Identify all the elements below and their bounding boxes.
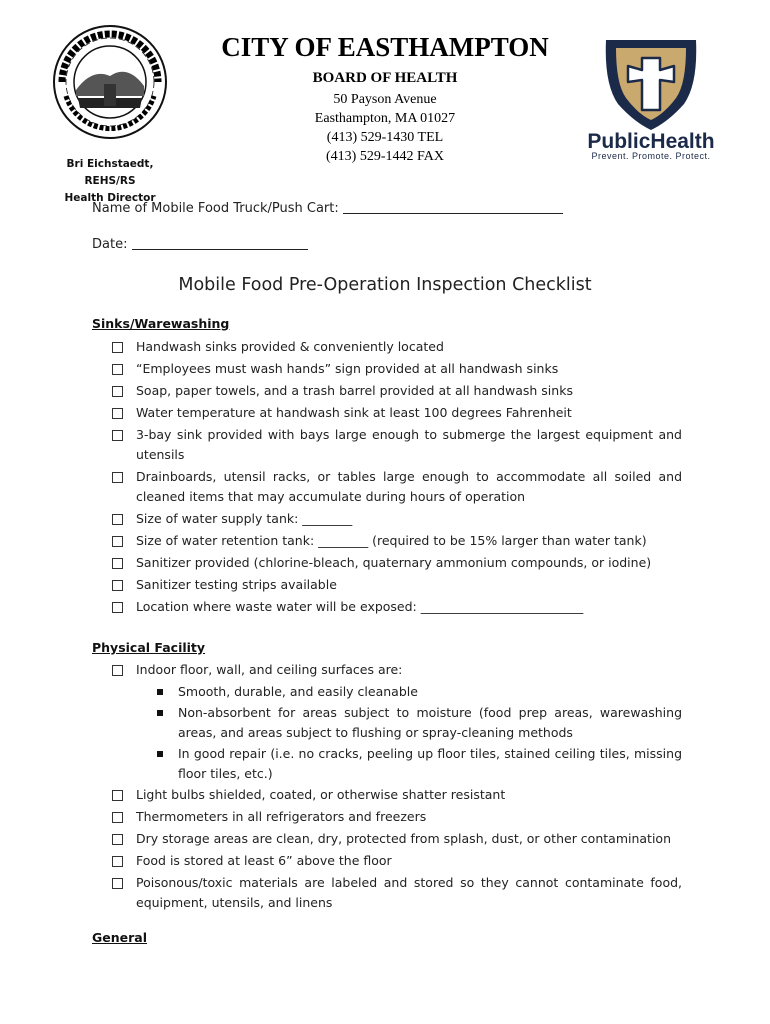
list-item: Poisonous/toxic materials are labeled and stored so they cannot contaminate food, equipment, utensils, and linens (112, 873, 682, 913)
checkbox[interactable] (112, 790, 123, 801)
checkbox[interactable] (112, 342, 123, 353)
checkbox[interactable] (112, 558, 123, 569)
checkbox[interactable] (112, 514, 123, 525)
list-item: Sanitizer testing strips available (112, 575, 682, 595)
truck-name-blank[interactable] (343, 201, 563, 214)
list-item: Light bulbs shielded, coated, or otherwise shatter resistant (112, 785, 682, 805)
list-item: “Employees must wash hands” sign provided at all handwash sinks (112, 359, 682, 379)
checkbox[interactable] (112, 408, 123, 419)
list-item: Drainboards, utensil racks, or tables large enough to accommodate all soiled and cleaned items that may accumulate during hours of operation (112, 467, 682, 507)
city-seal-logo (52, 24, 168, 140)
sub-item: In good repair (i.e. no cracks, peeling up floor tiles, stained ceiling tiles, missing floor tiles, etc.) (157, 744, 682, 784)
list-item: 3-bay sink provided with bays large enough to submerge the largest equipment and utensils (112, 425, 682, 465)
checkbox[interactable] (112, 834, 123, 845)
logo-tagline: Prevent. Promote. Protect. (591, 151, 711, 161)
sub-item: Non-absorbent for areas subject to moisture (food prep areas, warewashing areas, and areas subject to flushing or spray-cleaning methods (157, 703, 682, 743)
director-title: Health Director (64, 192, 156, 204)
phone-tel: (413) 529-1430 TEL (326, 130, 444, 145)
checkbox[interactable] (112, 580, 123, 591)
list-item: Food is stored at least 6” above the floor (112, 851, 682, 871)
list-item: Size of water supply tank: ________ (112, 509, 682, 529)
checkbox[interactable] (112, 430, 123, 441)
checkbox[interactable] (112, 472, 123, 483)
checkbox[interactable] (112, 665, 123, 676)
physical-heading: Physical Facility (92, 640, 206, 655)
bullet-icon (157, 689, 163, 695)
date-label: Date: (92, 237, 128, 252)
board-name: BOARD OF HEALTH (312, 70, 458, 86)
list-item: Water temperature at handwash sink at least 100 degrees Fahrenheit (112, 403, 682, 423)
sinks-heading: Sinks/Warewashing (92, 316, 230, 331)
checkbox[interactable] (112, 386, 123, 397)
bullet-icon (157, 751, 163, 757)
truck-name-field (92, 200, 563, 218)
list-item: Indoor floor, wall, and ceiling surfaces are: (112, 660, 682, 680)
sinks-list (112, 337, 682, 619)
checkbox[interactable] (112, 536, 123, 547)
list-item: Size of water retention tank: ________ (required to be 15% larger than water tank) (112, 531, 682, 551)
address-line-1: 50 Payson Avenue (333, 92, 437, 107)
letterhead (205, 30, 565, 166)
list-item: Dry storage areas are clean, dry, protected from splash, dust, or other contamination (112, 829, 682, 849)
checklist-title: Mobile Food Pre-Operation Inspection Checklist (178, 275, 592, 295)
list-item: Location where waste water will be exposed: __________________________ (112, 597, 682, 617)
checkbox[interactable] (112, 856, 123, 867)
list-item: Handwash sinks provided & conveniently located (112, 337, 682, 357)
checkbox[interactable] (112, 812, 123, 823)
checkbox[interactable] (112, 364, 123, 375)
public-health-logo (580, 36, 722, 162)
checkbox[interactable] (112, 602, 123, 613)
list-item: Thermometers in all refrigerators and freezers (112, 807, 682, 827)
checkbox[interactable] (112, 878, 123, 889)
city-name: CITY OF EASTHAMPTON (221, 32, 549, 62)
general-heading: General (92, 930, 147, 945)
logo-name: PublicHealth (587, 130, 715, 153)
bullet-icon (157, 710, 163, 716)
sub-item: Smooth, durable, and easily cleanable (157, 682, 682, 702)
list-item: Sanitizer provided (chlorine-bleach, quaternary ammonium compounds, or iodine) (112, 553, 682, 573)
date-field (92, 236, 308, 254)
phone-fax: (413) 529-1442 FAX (326, 149, 444, 164)
address-line-2: Easthampton, MA 01027 (314, 111, 456, 126)
list-item: Soap, paper towels, and a trash barrel provided at all handwash sinks (112, 381, 682, 401)
date-blank[interactable] (132, 237, 308, 250)
truck-name-label: Name of Mobile Food Truck/Push Cart: (92, 201, 339, 216)
director-name: Bri Eichstaedt, REHS/RS (66, 158, 154, 187)
physical-list (112, 660, 682, 915)
